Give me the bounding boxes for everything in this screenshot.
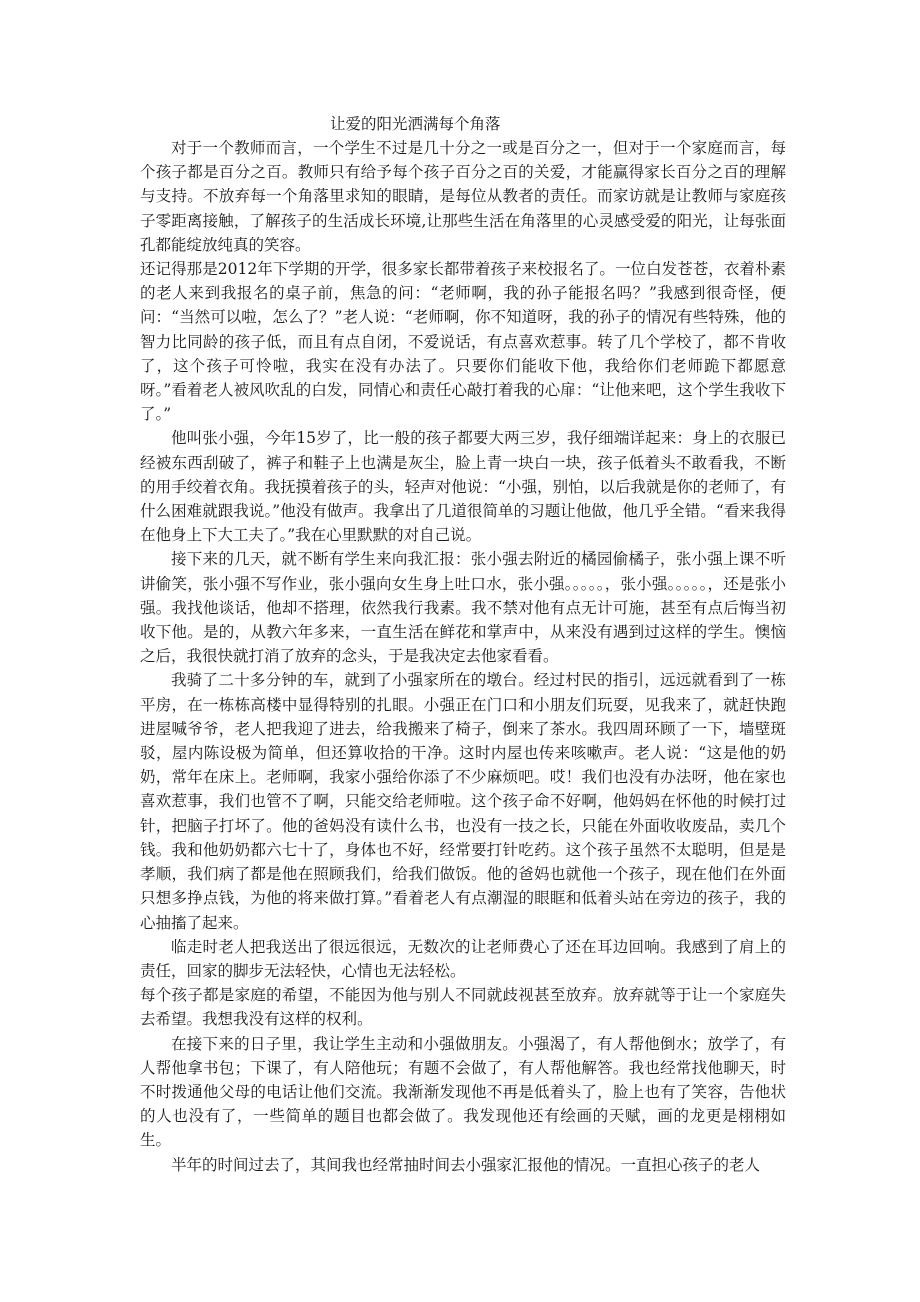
document-page <box>140 112 786 1177</box>
paragraph-8: 在接下来的日子里，我让学生主动和小强做朋友。小强渴了，有人帮他倒水；放学了，有人帮他拿书包；下课了，有人陪他玩；有题不会做了，有人帮他解答。我也经常找他聊天，时不时拨通他父母的电话让他们交流。我渐渐发现他不再是低着头了，脸上也有了笑容，告他状的人也没有了，一些简单的题目也都会做了。我发现他还有绘画的天赋，画的龙更是栩栩如生。 <box>140 1034 786 1150</box>
paragraph-6: 临走时老人把我送出了很远很远，无数次的让老师费心了还在耳边回响。我感到了肩上的责任，回家的脚步无法轻快，心情也无法轻松。 <box>140 937 786 980</box>
paragraph-1: 对于一个教师而言，一个学生不过是几十分之一或是百分之一，但对于一个家庭而言，每个孩子都是百分之百。教师只有给予每个孩子百分之百的关爱，才能赢得家长百分之百的理解与支持。不放弃每一个角落里求知的眼睛，是每位从教者的责任。而家访就是让教师与家庭孩子零距离接触，了解孩子的生活成长环境,让那些生活在角落里的心灵感受爱的阳光，让每张面孔都能绽放纯真的笑容。 <box>140 139 786 254</box>
paragraph-7: 每个孩子都是家庭的希望，不能因为他与别人不同就歧视甚至放弃。放弃就等于让一个家庭失去希望。我想我没有这样的权利。 <box>140 986 786 1029</box>
paragraph-9: 半年的时间过去了，其间我也经常抽时间去小强家汇报他的情况。一直担心孩子的老人 <box>171 1155 761 1174</box>
paragraph-5: 我骑了二十多分钟的车，就到了小强家所在的墩台。经过村民的指引，远远就看到了一栋平房，在一栋栋高楼中显得特别的扎眼。小强正在门口和小朋友们玩耍，见我来了，就赶快跑进屋喊爷爷，老人把我迎了进去，给我搬来了椅子，倒来了茶水。我四周环顾了一下，墙壁斑驳，屋内陈设极为简单，但还算收拾的干净。这时内屋也传来咳嗽声。老人说：“这是他的奶奶，常年在床上。老师啊，我家小强给你添了不少麻烦吧。哎！我们也没有办法呀，他在家也喜欢惹事，我们也管不了啊，只能交给老师啦。这个孩子命不好啊，他妈妈在怀他的时候打过针，把脑子打坏了。他的爸妈没有读什么书，也没有一技之长，只能在外面收收废品，卖几个钱。我和他奶奶都六七十了，身体也不好，经常要打针吃药。这个孩子虽然不太聪明，但是是孝顺，我们病了都是他在照顾我们，给我们做饭。他的爸妈也就他一个孩子，现在他们在外面只想多挣点钱，为他的将来做打算。”看着老人有点潮湿的眼眶和低着头站在旁边的孩子，我的心抽搐了起来。 <box>140 671 786 932</box>
paragraph-3: 他叫张小强，今年15岁了，比一般的孩子都要大两三岁，我仔细端详起来：身上的衣服已经被东西刮破了，裤子和鞋子上也满是灰尘，脸上青一块白一块，孩子低着头不敢看我，不断的用手绞着衣角。我抚摸着孩子的头，轻声对他说：“小强，别怕，以后我就是你的老师了，有什么困难就跟我说。”他没有做声。我拿出了几道很简单的习题让他做，他几乎全错。“看来我得在他身上下大工夫了。”我在心里默默的对自己说。 <box>140 429 786 545</box>
paragraph-2: 还记得那是2012年下学期的开学，很多家长都带着孩子来校报名了。一位白发苍苍，衣着朴素的老人来到我报名的桌子前，焦急的问：“老师啊，我的孙子能报名吗？”我感到很奇怪，便问：“当然可以啦，怎么了？”老人说：“老师啊，你不知道呀，我的孙子的情况有些特殊，他的智力比同龄的孩子低，而且有点自闭，不爱说话，有点喜欢惹事。转了几个学校了，都不肯收了，这个孩子可怜啦，我实在没有办法了。只要你们能收下他，我给你们老师跪下都愿意呀。”看着老人被风吹乱的白发，同情心和责任心敲打着我的心扉：“让他来吧，这个学生我收下了。” <box>140 260 786 424</box>
paragraph-4: 接下来的几天，就不断有学生来向我汇报：张小强去附近的橘园偷橘子，张小强上课不听讲偷笑，张小强不写作业，张小强向女生身上吐口水，张小强。。。。。，张小强。。。。。，还是张小强。我找他谈话，他却不搭理，依然我行我素。我不禁对他有点无计可施，甚至有点后悔当初收下他。是的，从教六年多来，一直生活在鲜花和掌声中，从来没有遇到过这样的学生。懊恼之后，我很快就打消了放弃的念头，于是我决定去他家看看。 <box>140 550 786 666</box>
document-title: 让爱的阳光洒满每个角落 <box>330 115 501 133</box>
